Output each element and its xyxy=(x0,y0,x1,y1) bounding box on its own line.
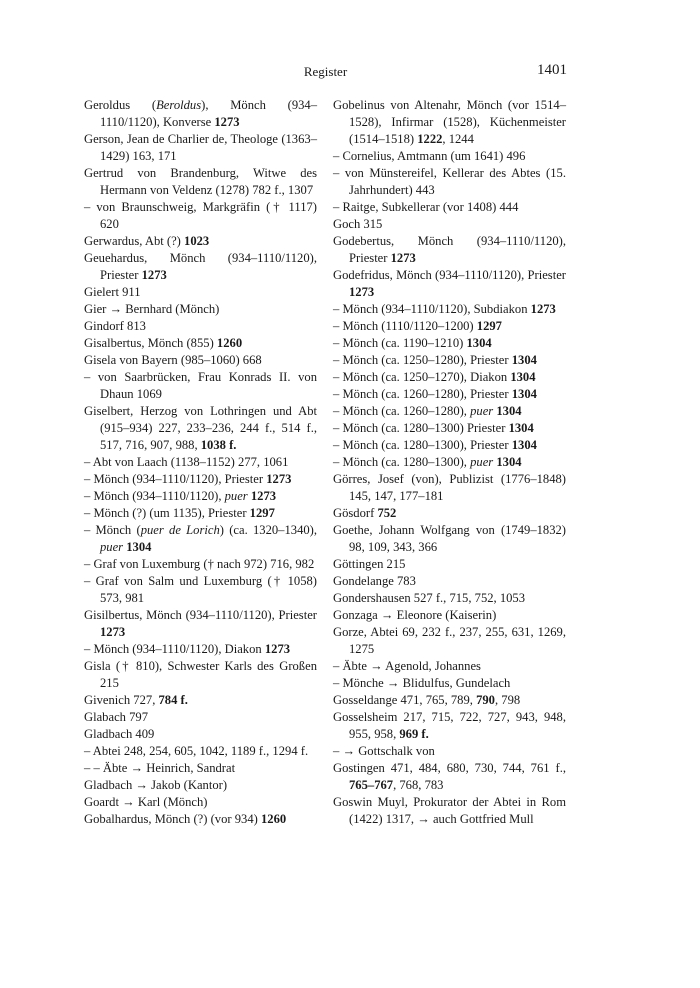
index-entry xyxy=(333,216,566,233)
entry-text: – Mönche → Blidulfus, Gundelach xyxy=(333,676,511,690)
page-header xyxy=(84,60,567,82)
entry-text: – Mönch (ca. 1260–1280), xyxy=(333,404,471,418)
entry-text: 1304 xyxy=(466,336,492,350)
entry-text: 1273 xyxy=(264,642,291,656)
entry-text: Gorze, Abtei 69, 232 f., 237, 255, 631, 1269, 1275 xyxy=(333,625,566,656)
index-entry xyxy=(84,131,317,165)
index-entry xyxy=(84,556,317,573)
index-entry xyxy=(84,199,317,233)
entry-text: puer de Lorich xyxy=(140,523,220,537)
index-entry xyxy=(84,301,317,318)
index-entry xyxy=(84,250,317,284)
entry-text: – Graf von Salm und Luxemburg († 1058) 573, 981 xyxy=(84,574,317,605)
index-entry xyxy=(84,658,317,692)
entry-text: 1304 xyxy=(508,421,534,435)
index-entry xyxy=(333,199,566,216)
entry-text: Geroldus ( xyxy=(84,98,157,112)
entry-text: – Mönch (ca. 1250–1270), Diakon xyxy=(333,370,511,384)
entry-text: 1297 xyxy=(476,319,502,333)
entry-text: 1304 xyxy=(496,455,522,469)
index-entry xyxy=(84,522,317,556)
index-entry xyxy=(333,743,566,760)
entry-text: 1222 xyxy=(417,132,443,146)
index-entry xyxy=(333,505,566,522)
entry-text: – Mönch (ca. 1250–1280), Priester xyxy=(333,353,512,367)
index-entry xyxy=(333,301,566,318)
index-entry xyxy=(333,709,566,743)
index-entry xyxy=(333,760,566,794)
index-entry xyxy=(84,352,317,369)
entry-text: – Mönch (1110/1120–1200) xyxy=(333,319,477,333)
running-title: Register xyxy=(303,64,348,79)
entry-text: – Mönch (ca. 1260–1280), Priester xyxy=(333,387,512,401)
page-number: 1401 xyxy=(537,62,567,78)
entry-text: 1260 xyxy=(260,812,287,826)
index-entry xyxy=(333,335,566,352)
entry-text: , 1244 xyxy=(442,132,474,146)
entry-text: 1260 xyxy=(216,336,243,350)
entry-text: puer xyxy=(224,489,248,503)
entry-text: Goethe, Johann Wolfgang von (1749–1832) 98, 109, 343, 366 xyxy=(333,523,566,554)
index-entry xyxy=(84,794,317,811)
entry-text: 784 f. xyxy=(158,693,188,707)
entry-text: Gondelange 783 xyxy=(333,574,416,588)
entry-text: 1297 xyxy=(249,506,275,520)
entry-text: puer xyxy=(100,540,124,554)
entry-text: Gielert 911 xyxy=(84,285,141,299)
index-entry xyxy=(333,556,566,573)
entry-text: Gisela von Bayern (985–1060) 668 xyxy=(84,353,262,367)
entry-text: puer xyxy=(470,404,494,418)
entry-text: 1304 xyxy=(126,540,152,554)
entry-text: 1273 xyxy=(266,472,292,486)
entry-text: – Mönch (934–1110/1120), xyxy=(84,489,225,503)
index-entry xyxy=(84,709,317,726)
entry-text: 1304 xyxy=(511,387,537,401)
index-entry xyxy=(333,573,566,590)
index-entry xyxy=(84,505,317,522)
index-entry xyxy=(333,437,566,454)
entry-text: Gösdorf xyxy=(333,506,378,520)
entry-text: Gostingen 471, 484, 680, 730, 744, 761 f., xyxy=(333,761,566,775)
entry-text: 1304 xyxy=(510,370,536,384)
index-column-left xyxy=(84,97,317,828)
index-entry xyxy=(333,794,566,828)
index-entry xyxy=(333,624,566,658)
entry-text: – Mönch (ca. 1280–1300) Priester xyxy=(333,421,509,435)
entry-text: – Abtei 248, 254, 605, 1042, 1189 f., 1294 f. xyxy=(84,744,309,758)
index-entry xyxy=(84,403,317,454)
entry-text: ) (ca. 1320–1340), xyxy=(219,523,318,537)
entry-text: – Mönch (ca. 1280–1300), xyxy=(333,455,471,469)
entry-text: 1273 xyxy=(530,302,556,316)
index-entry xyxy=(84,692,317,709)
entry-text: Görres, Josef (von), Publizist (1776–1848) 145, 147, 177–181 xyxy=(333,472,566,503)
entry-text: Gladbach 409 xyxy=(84,727,155,741)
entry-text: – Abt von Laach (1138–1152) 277, 1061 xyxy=(84,455,289,469)
entry-text: 1273 xyxy=(390,251,416,265)
index-entry xyxy=(84,777,317,794)
index-entry xyxy=(84,97,317,131)
index-entry xyxy=(333,233,566,267)
entry-text: Gertrud von Brandenburg, Witwe des Hermann von Veldenz (1278) 782 f., 1307 xyxy=(84,166,317,197)
entry-text: Geuehardus, Mönch (934–1110/1120), Priester xyxy=(84,251,317,282)
entry-text: Gobelinus von Altenahr, Mönch (vor 1514–1528), Infirmar (1528), Küchenmeister (1514–1518) xyxy=(333,98,566,146)
entry-text: – Cornelius, Amtmann (um 1641) 496 xyxy=(333,149,526,163)
entry-text: , 768, 783 xyxy=(393,778,444,792)
entry-text: Gosselsheim 217, 715, 722, 727, 943, 948, 955, 958, xyxy=(333,710,566,741)
entry-text: – Mönch (934–1110/1120), Diakon xyxy=(84,642,265,656)
index-entry xyxy=(84,760,317,777)
entry-text: – Graf von Luxemburg († nach 972) 716, 982 xyxy=(84,557,315,571)
entry-text: Gindorf 813 xyxy=(84,319,146,333)
index-entry xyxy=(333,420,566,437)
index-entry xyxy=(333,590,566,607)
index-entry xyxy=(333,607,566,624)
entry-text: – Mönch (?) (um 1135), Priester xyxy=(84,506,250,520)
index-entry xyxy=(84,607,317,641)
index-entry xyxy=(84,165,317,199)
entry-text: Gosseldange 471, 765, 789, xyxy=(333,693,477,707)
index-entry xyxy=(333,165,566,199)
entry-text: Gladbach → Jakob (Kantor) xyxy=(84,778,228,792)
entry-text: Gisalbertus, Mönch (855) xyxy=(84,336,217,350)
entry-text: – Mönch ( xyxy=(84,523,141,537)
entry-text: – von Saarbrücken, Frau Konrads II. von Dhaun 1069 xyxy=(84,370,317,401)
entry-text: 1023 xyxy=(184,234,210,248)
index-entry xyxy=(333,318,566,335)
index-entry xyxy=(84,811,317,828)
entry-text: Gerson, Jean de Charlier de, Theologe (1363–1429) 163, 171 xyxy=(84,132,317,163)
index-entry xyxy=(84,318,317,335)
entry-text: – Mönch (934–1110/1120), Subdiakon xyxy=(333,302,531,316)
entry-text: 1304 xyxy=(511,353,537,367)
index-entry xyxy=(333,267,566,301)
entry-text: Givenich 727, xyxy=(84,693,159,707)
index-entry xyxy=(333,454,566,471)
index-entry xyxy=(84,233,317,250)
index-entry xyxy=(84,471,317,488)
index-entry xyxy=(84,454,317,471)
entry-text: Giselbert, Herzog von Lothringen und Abt (915–934) 227, 233–236, 244 f., 514 f., 517, 716, 907, 988, xyxy=(84,404,317,452)
entry-text: 752 xyxy=(377,506,397,520)
entry-text: Goch 315 xyxy=(333,217,383,231)
entry-text: , 798 xyxy=(494,693,521,707)
index-entry xyxy=(333,97,566,148)
index-entry xyxy=(84,369,317,403)
entry-text: puer xyxy=(470,455,494,469)
entry-text: – von Münstereifel, Kellerar des Abtes (15. Jahrhundert) 443 xyxy=(333,166,566,197)
entry-text: Gerwardus, Abt (?) xyxy=(84,234,185,248)
entry-text: – Äbte → Agenold, Johannes xyxy=(333,659,481,673)
entry-text: Goardt → Karl (Mönch) xyxy=(84,795,208,809)
index-entry xyxy=(333,522,566,556)
entry-text: 1273 xyxy=(141,268,167,282)
entry-text: – Mönch (ca. 1190–1210) xyxy=(333,336,467,350)
index-entry xyxy=(333,369,566,386)
index-entry xyxy=(333,148,566,165)
entry-text: 1273 xyxy=(250,489,277,503)
index-column-right xyxy=(333,97,566,828)
entry-text: 969 f. xyxy=(399,727,429,741)
index-entry xyxy=(84,335,317,352)
entry-text: – Mönch (ca. 1280–1300), Priester xyxy=(333,438,512,452)
entry-text: – von Braunschweig, Markgräfin († 1117) 620 xyxy=(84,200,317,231)
entry-text: Beroldus xyxy=(156,98,202,112)
entry-text: 765–767 xyxy=(349,778,394,792)
index-entry xyxy=(333,403,566,420)
entry-text: 1273 xyxy=(100,625,126,639)
entry-text: Gondershausen 527 f., 715, 752, 1053 xyxy=(333,591,526,605)
index-entry xyxy=(84,573,317,607)
entry-text: Goswin Muyl, Prokurator der Abtei in Rom (1422) 1317, → auch Gottfried Mull xyxy=(333,795,566,826)
entry-text: 1304 xyxy=(511,438,537,452)
entry-text: 1273 xyxy=(349,285,375,299)
index-entry xyxy=(84,284,317,301)
entry-text: Gisilbertus, Mönch (934–1110/1120), Priester xyxy=(84,608,317,622)
entry-text: – → Gottschalk von xyxy=(333,744,435,758)
entry-text: Gier → Bernhard (Mönch) xyxy=(84,302,220,316)
entry-text: 1038 f. xyxy=(200,438,237,452)
entry-text: – Raitge, Subkellerar (vor 1408) 444 xyxy=(333,200,519,214)
entry-text: ), Mönch (934–1110/1120), Konverse xyxy=(100,98,318,129)
entry-text: 790 xyxy=(476,693,495,707)
entry-text: Gonzaga → Eleonore (Kaiserin) xyxy=(333,608,497,622)
entry-text: Godebertus, Mönch (934–1110/1120), Priester xyxy=(333,234,566,265)
index-entry xyxy=(84,488,317,505)
index-entry xyxy=(84,743,317,760)
index-entry xyxy=(333,471,566,505)
index-entry xyxy=(84,726,317,743)
index-entry xyxy=(333,692,566,709)
entry-text: – Mönch (934–1110/1120), Priester xyxy=(84,472,267,486)
entry-text: Gisla († 810), Schwester Karls des Großen 215 xyxy=(84,659,317,690)
index-entry xyxy=(84,641,317,658)
index-entry xyxy=(333,675,566,692)
entry-text: – – Äbte → Heinrich, Sandrat xyxy=(84,761,236,775)
index-entry xyxy=(333,352,566,369)
entry-text: Glabach 797 xyxy=(84,710,148,724)
entry-text: 1304 xyxy=(496,404,522,418)
index-entry xyxy=(333,386,566,403)
entry-text: Gobalhardus, Mönch (?) (vor 934) xyxy=(84,812,261,826)
entry-text: 1273 xyxy=(214,115,240,129)
index-entry xyxy=(333,658,566,675)
entry-text: Göttingen 215 xyxy=(333,557,406,571)
entry-text: Godefridus, Mönch (934–1110/1120), Priester xyxy=(333,268,566,282)
